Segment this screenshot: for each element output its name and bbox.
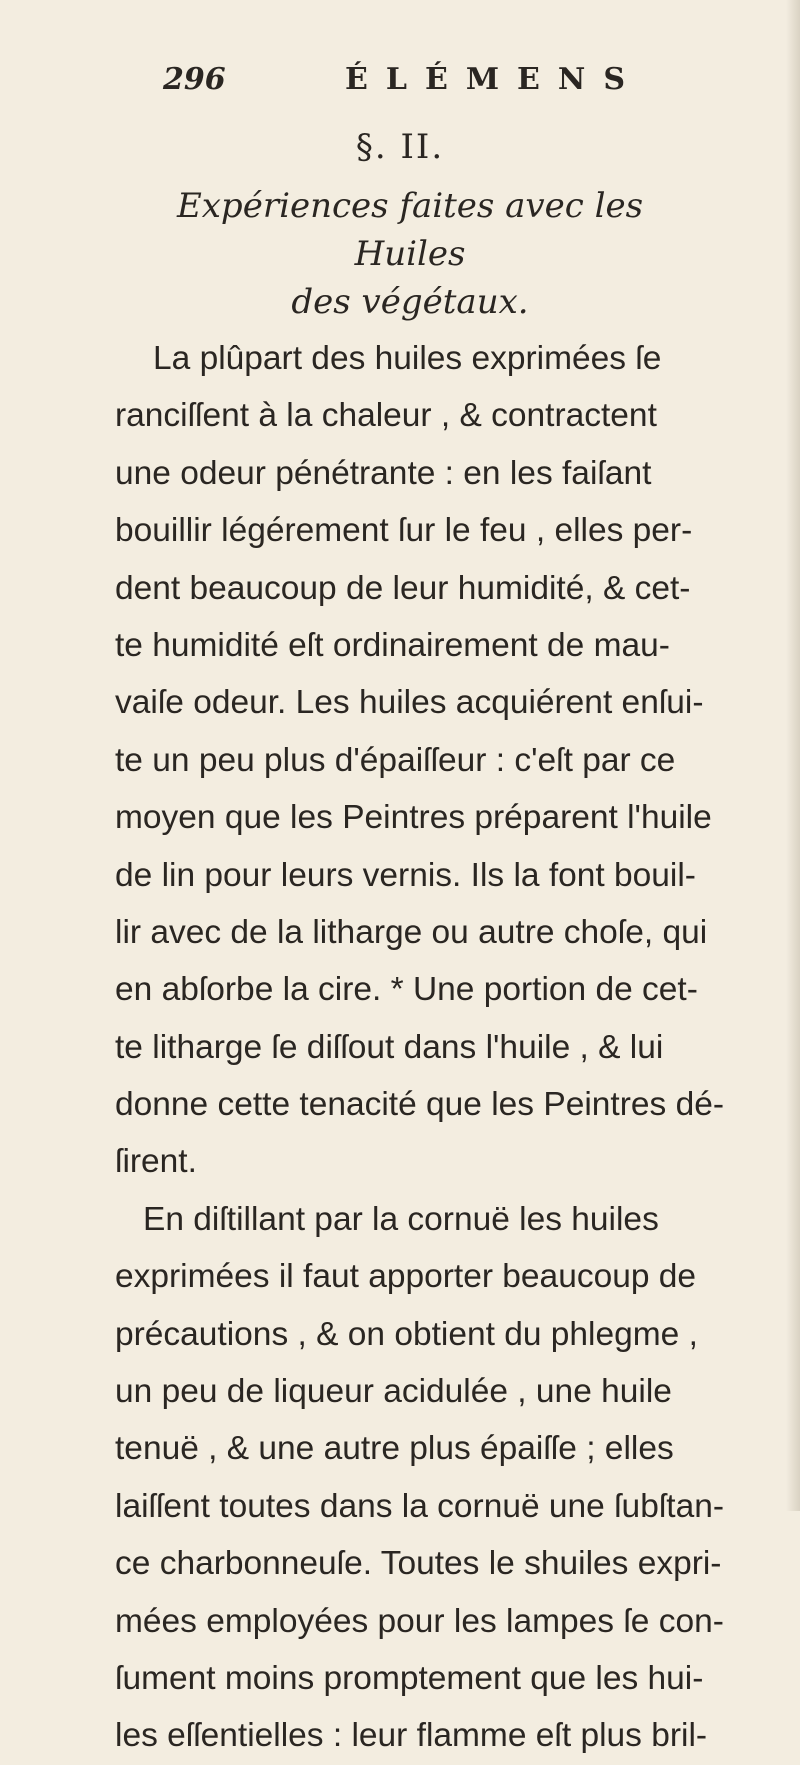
text-line: ſirent. — [115, 1143, 197, 1181]
text-line: une odeur pénétrante : en les faiſant — [115, 454, 652, 492]
text-line: lir avec de la litharge ou autre choſe, qui — [115, 913, 708, 951]
section-number: §. II. — [355, 127, 445, 167]
page-number: 296 — [163, 62, 226, 97]
text-line: dent beaucoup de leur humidité, & cet- — [115, 569, 691, 607]
text-line: te un peu plus d'épaiſſeur : c'eſt par ce — [115, 741, 676, 779]
text-line: La plûpart des huiles exprimées ſe — [153, 340, 662, 377]
text-line: ce charbonneuſe. Toutes le shuiles expri- — [115, 1545, 722, 1583]
text-line: te litharge ſe diſſout dans l'huile , & lui — [115, 1028, 664, 1066]
section-title-line-2: des végétaux. — [291, 282, 529, 322]
section-title-line-1: Expériences faites avec les Huiles — [176, 186, 644, 274]
text-line: vaiſe odeur. Les huiles acquiérent enſui- — [115, 684, 704, 722]
text-line: donne cette tenacité que les Peintres dé- — [115, 1086, 724, 1124]
text-line: un peu de liqueur acidulée , une huile — [115, 1373, 672, 1411]
text-line: En diſtillant par la cornuë les huiles — [143, 1200, 659, 1238]
text-line: en abſorbe la cire. * Une portion de cet- — [115, 971, 698, 1009]
text-line: bouillir légérement ſur le feu , elles per- — [115, 512, 693, 550]
text-line: tenuë , & une autre plus épaiſſe ; elles — [115, 1430, 674, 1468]
running-head: ÉLÉMENS — [345, 62, 643, 97]
text-line: les eſſentielles : leur flamme eſt plus bril- — [115, 1717, 708, 1755]
text-line: moyen que les Peintres préparent l'huile — [115, 799, 712, 837]
text-line: ranciſſent à la chaleur , & contractent — [115, 397, 657, 435]
text-line: ſument moins promptement que les hui- — [115, 1659, 704, 1697]
text-line: précautions , & on obtient du phlegme , — [115, 1315, 698, 1353]
page-edge — [786, 0, 800, 1511]
text-line: mées employées pour les lampes ſe con- — [115, 1602, 724, 1640]
text-line: te humidité eſt ordinairement de mau- — [115, 626, 670, 664]
text-line: de lin pour leurs vernis. Ils la font bouil- — [115, 856, 696, 894]
text-line: laiſſent toutes dans la cornuë une ſubſtan- — [115, 1487, 724, 1525]
text-line: exprimées il faut apporter beaucoup de — [115, 1258, 697, 1296]
section-title — [150, 182, 670, 326]
page-header — [0, 62, 800, 102]
body-text — [115, 330, 775, 1765]
